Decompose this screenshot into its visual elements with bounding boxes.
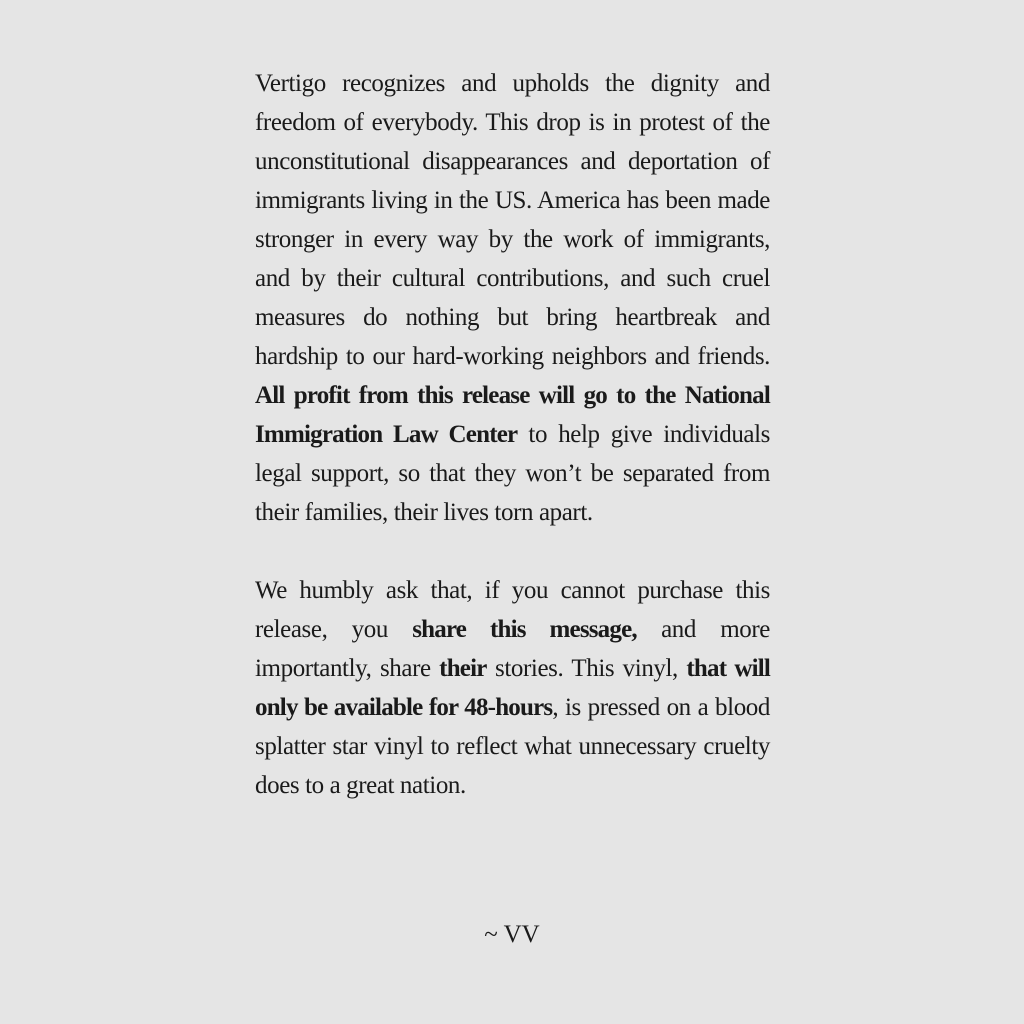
paragraph-2-text-4: , is pressed on a blood splatter star vinyl to reflect what unnecessary cruelty does to a great nation. bbox=[255, 694, 770, 799]
statement-paragraph-2 bbox=[255, 571, 770, 805]
their-highlight: their bbox=[439, 655, 487, 682]
signature: ~ VV bbox=[484, 921, 540, 948]
paragraph-1-text-1: Vertigo recognizes and upholds the dignity and freedom of everybody. This drop is in protest of the unconstitutional disappearances and deportation of immigrants living in the US. America has been made stronger in every way by the work of immigrants, and by their cultural contributions, and such cruel measures do nothing but bring heartbreak and hardship to our hard-working neighbors and friends. bbox=[255, 70, 770, 370]
paragraph-2-text-1: We humbly ask that, if you cannot purchase this release, you bbox=[255, 577, 770, 643]
share-message-highlight: share this message, bbox=[412, 616, 637, 643]
profit-donation-highlight: All profit from this release will go to the National Immigration Law Center bbox=[255, 382, 770, 448]
paragraph-2-text-2: and more importantly, share bbox=[255, 616, 770, 682]
availability-highlight: that will only be available for 48-hours bbox=[255, 655, 771, 721]
statement-paragraph-1 bbox=[255, 64, 770, 532]
statement-body bbox=[255, 64, 770, 805]
paragraph-1-text-2: to help give individuals legal support, so that they won’t be separated from their families, their lives torn apart. bbox=[255, 421, 770, 526]
paragraph-2-text-3: stories. This vinyl, bbox=[486, 655, 687, 682]
